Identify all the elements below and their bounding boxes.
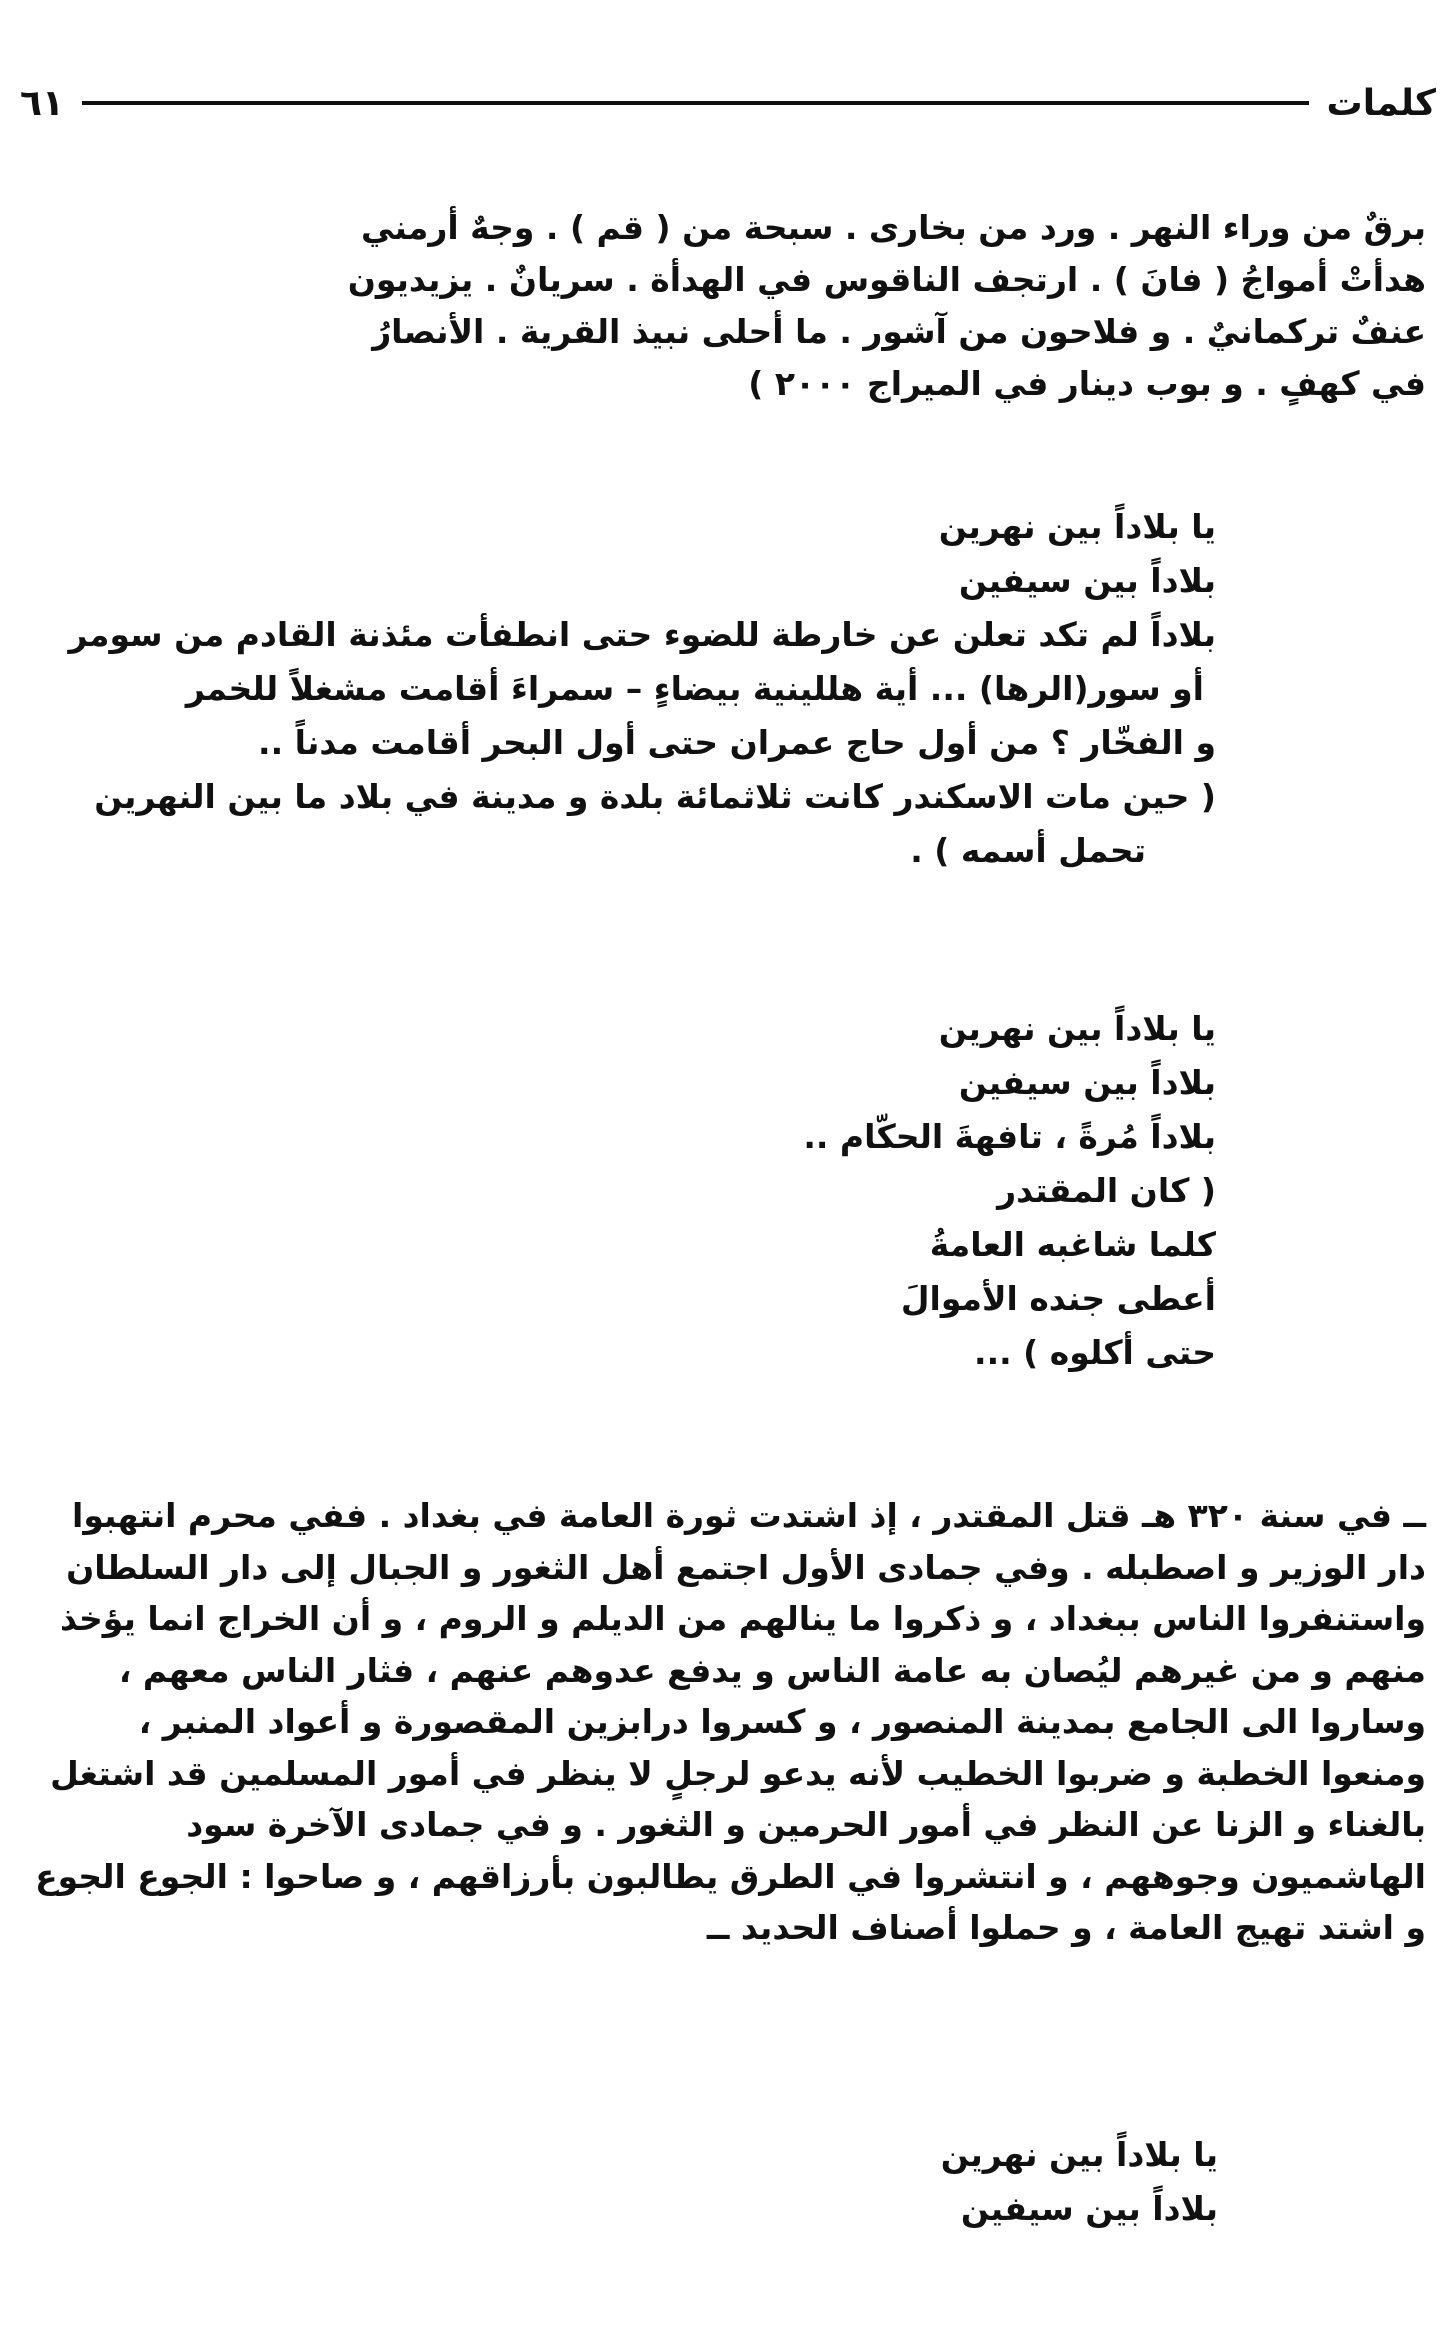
verse-line: ( حين مات الاسكندر كانت ثلاثمائة بلدة و مدينة في بلاد ما بين النهرين <box>94 777 1216 816</box>
verse-line: كلما شاغبه العامةُ <box>929 1225 1216 1264</box>
running-header <box>20 78 1436 128</box>
intro-stanza <box>26 202 1426 410</box>
header-rule <box>82 101 1309 105</box>
verse-line: حتى أكلوه ) ... <box>974 1333 1216 1372</box>
verse-line: أو سور(الرها) ... أية هللينية بيضاءٍ – سمراءَ أقامت مشغلاً للخمر <box>185 669 1204 708</box>
verse-line: تحمل أسمه ) . <box>910 831 1146 870</box>
verse-line: بلاداً بين سيفين <box>958 1063 1216 1102</box>
prose-line: دار الوزير و اصطبله . وفي جمادى الأول اجتمع أهل الثغور و الجبال إلى دار السلطان <box>66 1547 1426 1587</box>
verse-line: أعطى جنده الأموالَ <box>900 1279 1216 1318</box>
stanza-one <box>26 500 1216 878</box>
verse-line: برقٌ من وراء النهر . ورد من بخارى . سبحة من ( قم ) . وجهٌ أرمني <box>361 208 1426 247</box>
verse-line: ( كان المقتدر <box>997 1171 1216 1210</box>
prose-line: بالغناء و الزنا عن النظر في أمور الحرمين و الثغور . و في جمادى الآخرة سود <box>186 1805 1426 1844</box>
stanza-three <box>518 2128 1218 2236</box>
verse-line: يا بلاداً بين نهرين <box>940 2135 1218 2174</box>
verse-line: بلاداً مُرةً ، تافهةَ الحكّام .. <box>803 1117 1216 1156</box>
prose-line: وساروا الى الجامع بمدينة المنصور ، و كسروا درابزين المقصورة و أعواد المنبر ، <box>138 1702 1426 1741</box>
verse-line: يا بلاداً بين نهرين <box>938 507 1216 546</box>
verse-line: و الفخّار ؟ من أول حاج عمران حتى أول البحر أقامت مدناً .. <box>258 723 1216 762</box>
verse-line: بلاداً بين سيفين <box>960 2189 1218 2228</box>
running-title: كلمات <box>1326 82 1436 124</box>
verse-line: في كهفٍ . و بوب دينار في الميراج ٢٠٠٠ ) <box>748 364 1426 403</box>
prose-line: واستنفروا الناس ببغداد ، و ذكروا ما ينالهم من الديلم و الروم ، و أن الخراج انما يؤخذ <box>59 1599 1426 1638</box>
prose-line: الهاشميون وجوههم ، و انتشروا في الطرق يطالبون بأرزاقهم ، و صاحوا : الجوع الجوع <box>35 1856 1426 1896</box>
stanza-two <box>216 1002 1216 1380</box>
prose-line: ومنعوا الخطبة و ضربوا الخطيب لأنه يدعو لرجلٍ لا ينظر في أمور المسلمين قد اشتغل <box>50 1753 1426 1793</box>
prose-line: منهم و من غيرهم ليُصان به عامة الناس و يدفع عدوهم عنهم ، فثار الناس معهم ، <box>118 1650 1426 1690</box>
prose-line: و اشتد تهيج العامة ، و حملوا أصناف الحديد ــ <box>706 1908 1426 1947</box>
verse-line: بلاداً بين سيفين <box>958 561 1216 600</box>
page-number: ٦١ <box>20 82 64 124</box>
verse-line: يا بلاداً بين نهرين <box>938 1009 1216 1048</box>
prose-line: ــ في سنة ٣٢٠ هـ قتل المقتدر ، إذ اشتدت ثورة العامة في بغداد . ففي محرم انتهبوا <box>72 1496 1426 1535</box>
verse-line: هدأتْ أمواجُ ( فانَ ) . ارتجف الناقوس في الهدأة . سريانٌ . يزيديون <box>347 260 1426 299</box>
verse-line: بلاداً لم تكد تعلن عن خارطة للضوء حتى انطفأت مئذنة القادم من سومر <box>68 615 1216 654</box>
verse-line: عنفٌ تركمانيٌ . و فلاحون من آشور . ما أحلى نبيذ القرية . الأنصارُ <box>372 312 1426 351</box>
prose-paragraph <box>6 1490 1426 1954</box>
